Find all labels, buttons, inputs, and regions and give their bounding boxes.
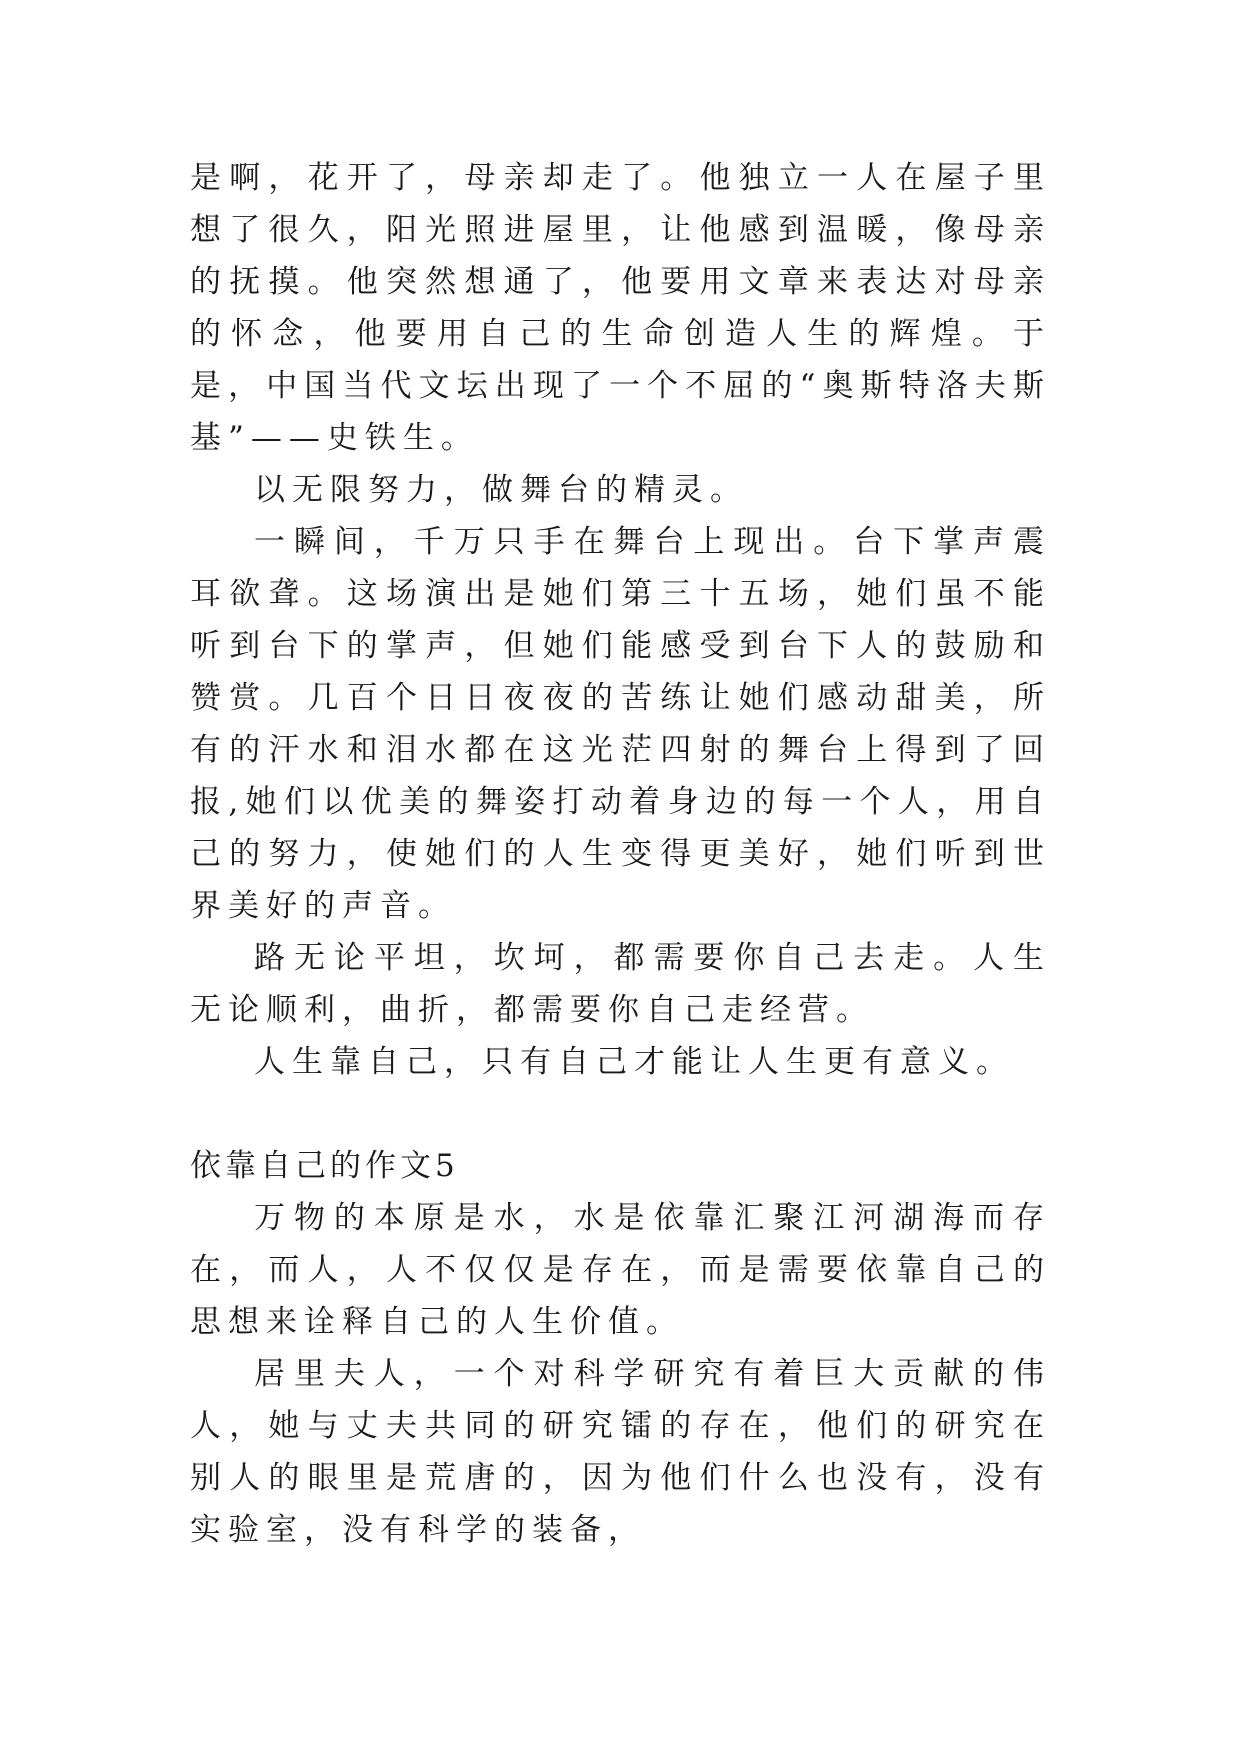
paragraph-road: 路无论平坦，坎坷，都需要你自己去走。人生无论顺利，曲折，都需要你自己走经营。: [190, 940, 1051, 1028]
paragraph-water: 万物的本原是水，水是依靠汇聚江河湖海而存在，而人，人不仅仅是存在，而是需要依靠自己的思想来诠释自己的人生价值。: [190, 1200, 1051, 1340]
section-heading: 依靠自己的作文5: [190, 1148, 459, 1184]
document-page: [190, 152, 1051, 1556]
paragraph-curie: 居里夫人，一个对科学研究有着巨大贡献的伟人，她与丈夫共同的研究镭的存在，他们的研究在别人的眼里是荒唐的，因为他们什么也没有，没有实验室，没有科学的装备，: [190, 1356, 1051, 1548]
paragraph-stage-spirit: 以无限努力，做舞台的精灵。: [254, 472, 748, 508]
paragraph-performance: 一瞬间，千万只手在舞台上现出。台下掌声震耳欲聋。这场演出是她们第三十五场，她们虽不能听到台下的掌声，但她们能感受到台下人的鼓励和赞赏。几百个日日夜夜的苦练让她们感动甜美，所有的汗水和泪水都在这光茫四射的舞台上得到了回报,她们以优美的舞姿打动着身边的每一个人，用自己的努力，使她们的人生变得更美好，她们听到世界美好的声音。: [190, 524, 1051, 924]
paragraph-rely-on-self: 人生靠自己，只有自己才能让人生更有意义。: [254, 1044, 1014, 1080]
paragraph-shi-tiesheng: 是啊，花开了，母亲却走了。他独立一人在屋子里想了很久，阳光照进屋里，让他感到温暖，像母亲的抚摸。他突然想通了，他要用文章来表达对母亲的怀念，他要用自己的生命创造人生的辉煌。于是，中国当代文坛出现了一个不屈的“奥斯特洛夫斯基”——史铁生。: [190, 160, 1051, 456]
